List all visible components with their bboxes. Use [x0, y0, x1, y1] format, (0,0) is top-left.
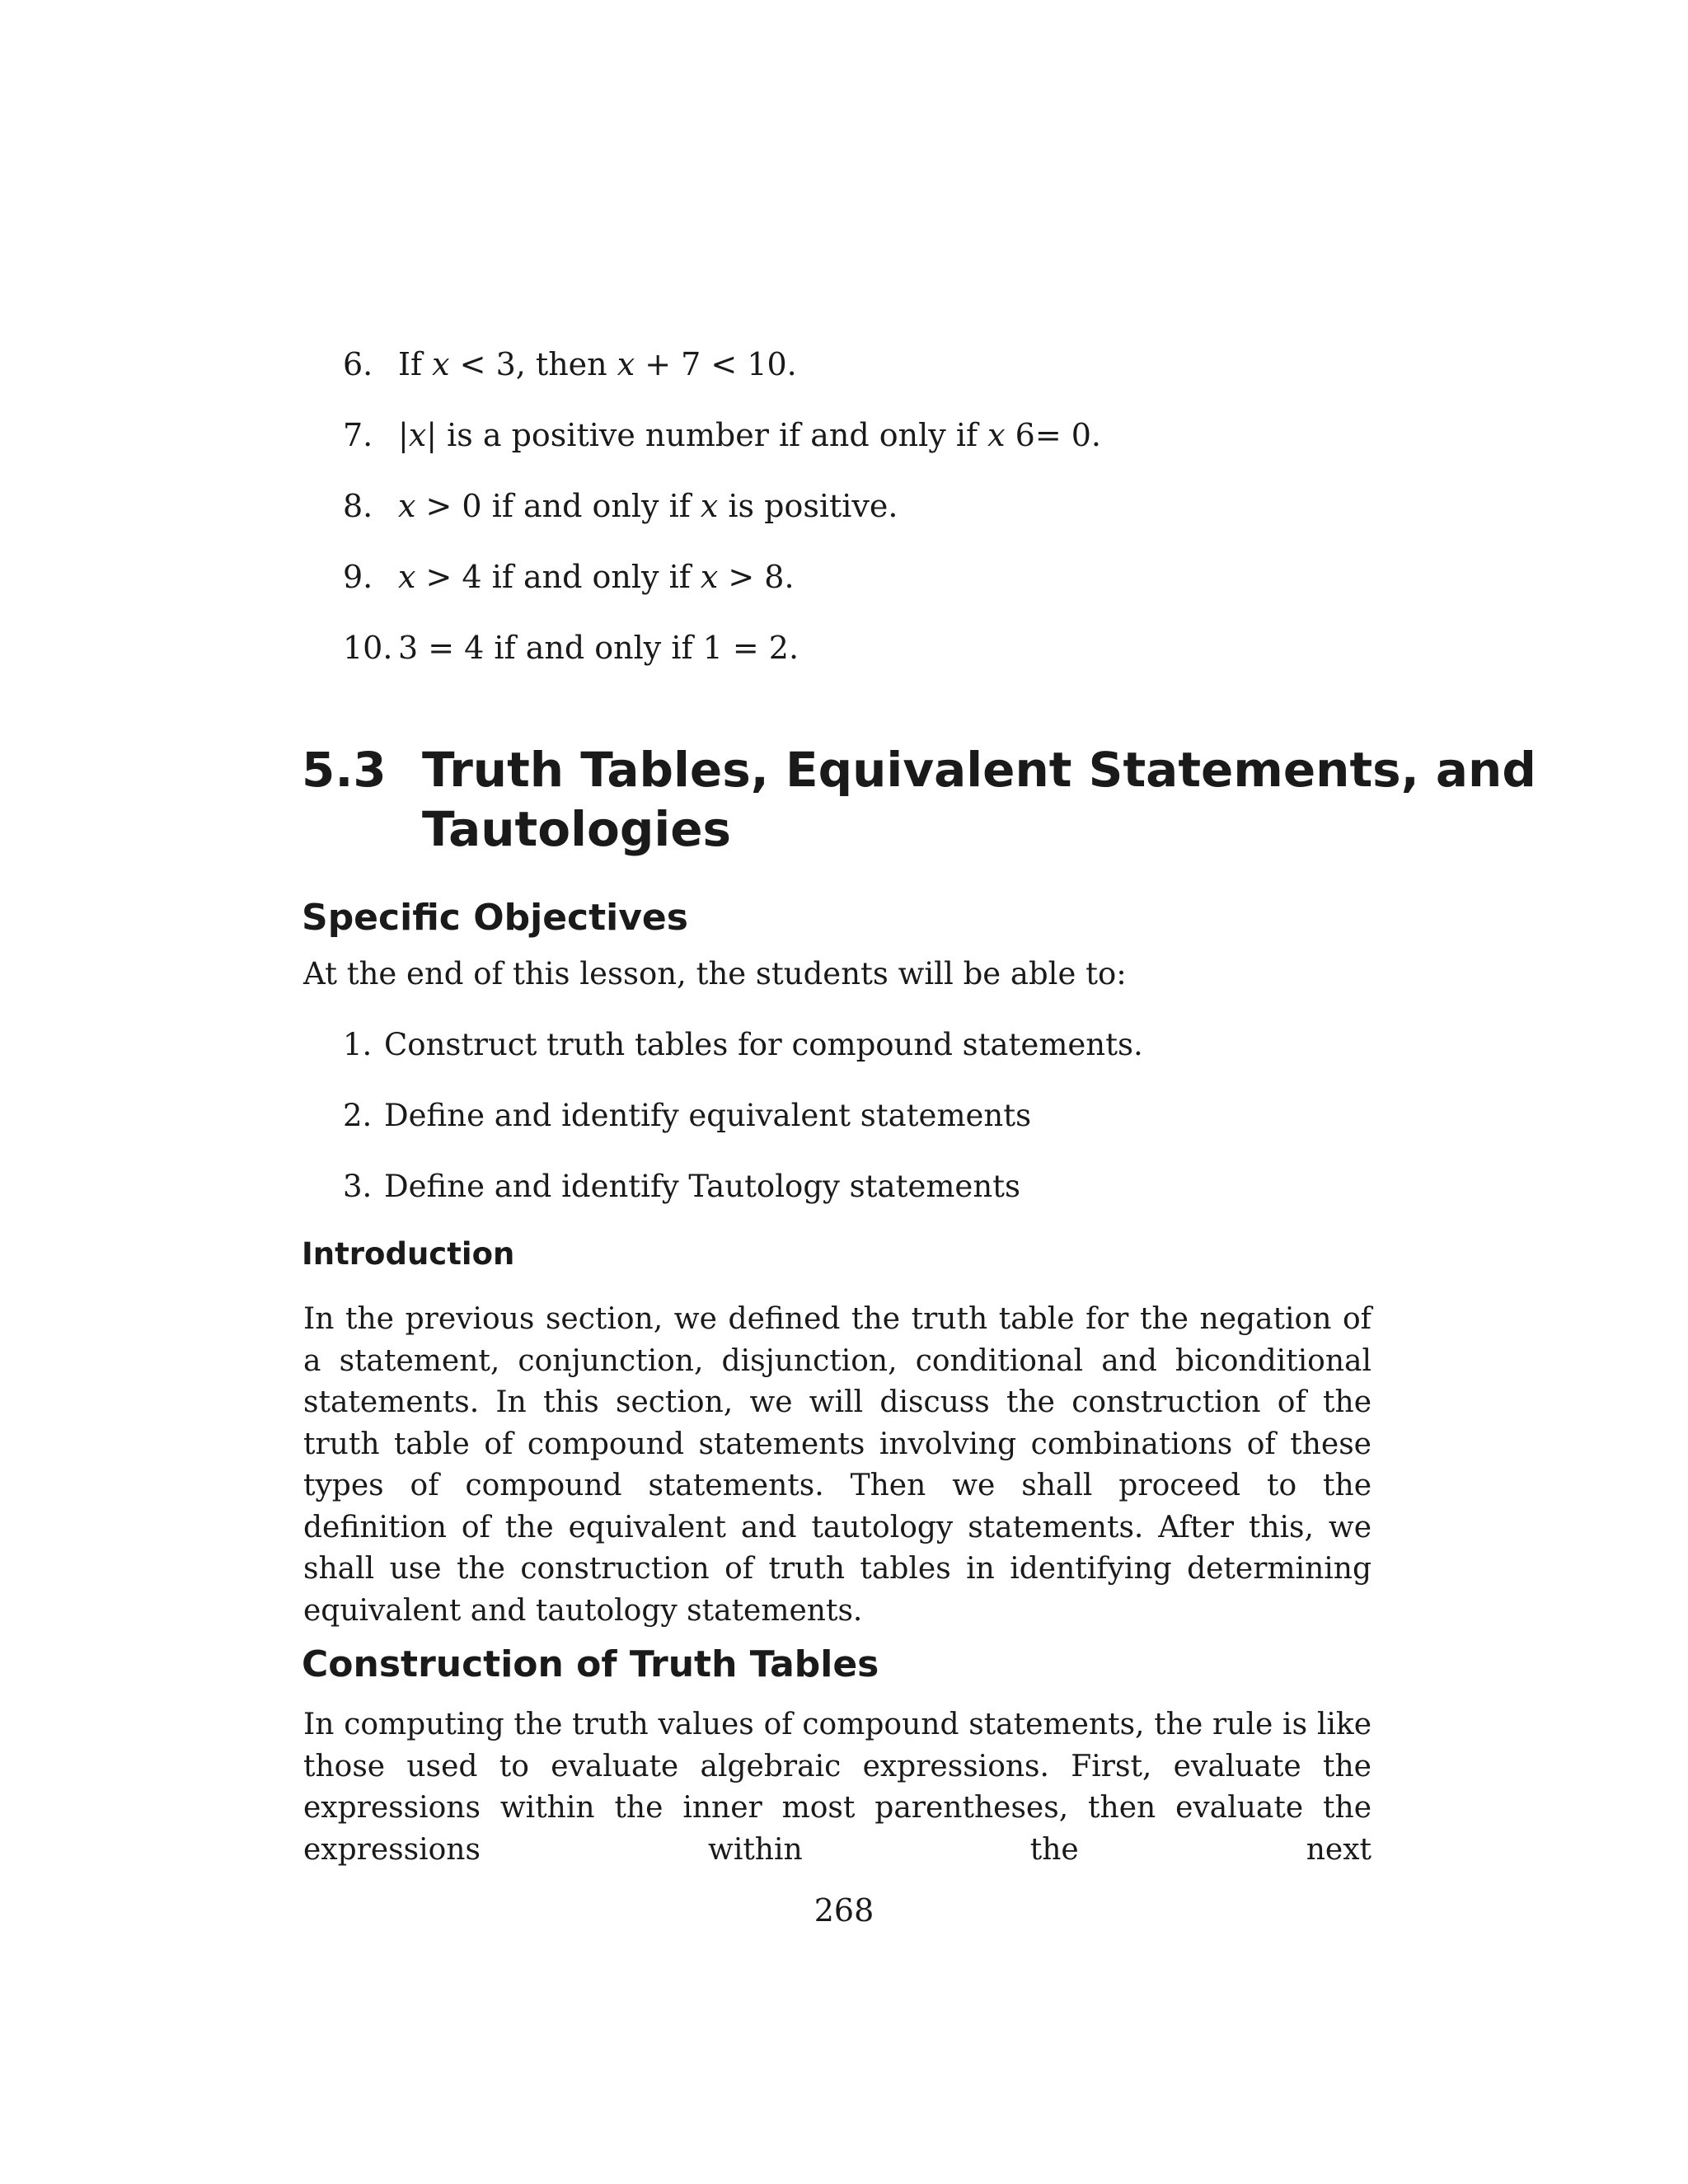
objective-number: 2.	[343, 1098, 373, 1133]
text-run: 3 = 4 if and only if 1 = 2.	[398, 630, 799, 666]
introduction-paragraph: In the previous section, we defined the truth table for the negation of a statement, conjunction, disjunction, conditional and biconditional statements. In this section, we will discuss the construction of the truth table of compound statements involving combinations of these types of compound statements. Then we shall proceed to the definition of the equivalent and tautology statements. After this, we shall use the construction of truth tables in identifying determining equivalent and tautology statements.	[303, 1302, 1372, 1628]
exercise-item-text	[398, 488, 898, 524]
variable-run: x	[432, 346, 450, 382]
objective-text: Construct truth tables for compound statements.	[384, 1027, 1143, 1062]
text-run: + 7 < 10.	[635, 346, 797, 382]
section-title-line-2: Tautologies	[422, 801, 732, 857]
section-number: 5.3	[302, 742, 387, 798]
section-title-line-1: Truth Tables, Equivalent Statements, and	[422, 742, 1536, 798]
exercise-item-number: 8.	[343, 488, 373, 524]
objectives-heading: Specific Objectives	[302, 897, 688, 939]
objective-number: 3.	[343, 1169, 373, 1204]
text-run: < 3, then	[449, 346, 617, 382]
exercise-item-text	[398, 630, 799, 666]
text-run: |	[398, 417, 409, 453]
exercise-item-number: 6.	[343, 346, 373, 382]
page-number: 268	[814, 1892, 874, 1929]
variable-run: x	[398, 488, 416, 524]
variable-run: x	[617, 346, 635, 382]
exercise-item-number: 7.	[343, 417, 373, 453]
exercise-item-text	[398, 559, 795, 595]
variable-run: x	[987, 417, 1006, 453]
construction-paragraph: In computing the truth values of compound statements, the rule is like those used to evaluate algebraic expressions. First, evaluate the expressions within the inner most parentheses, then evaluate the expressions within the next	[303, 1708, 1372, 1867]
exercise-item-number: 9.	[343, 559, 373, 595]
text-run: > 8.	[718, 559, 795, 595]
objective-number: 1.	[343, 1027, 373, 1062]
variable-run: x	[700, 559, 719, 595]
exercise-item-number: 10.	[343, 630, 393, 666]
variable-run: x	[408, 417, 427, 453]
exercise-item-text	[398, 417, 1101, 453]
construction-heading: Construction of Truth Tables	[302, 1643, 879, 1685]
objective-text: Define and identify equivalent statements	[384, 1098, 1032, 1133]
text-run: If	[398, 346, 433, 382]
text-run: > 4 if and only if	[415, 559, 701, 595]
text-run: | is a positive number if and only if	[426, 417, 988, 453]
objectives-intro: At the end of this lesson, the students will be able to:	[303, 956, 1127, 991]
text-run: 6= 0.	[1005, 417, 1102, 453]
text-run: > 0 if and only if	[415, 488, 701, 524]
variable-run: x	[398, 559, 416, 595]
exercise-item-text	[398, 346, 797, 382]
text-run: is positive.	[718, 488, 898, 524]
introduction-heading: Introduction	[302, 1236, 515, 1272]
objective-text: Define and identify Tautology statements	[384, 1169, 1021, 1204]
variable-run: x	[700, 488, 719, 524]
